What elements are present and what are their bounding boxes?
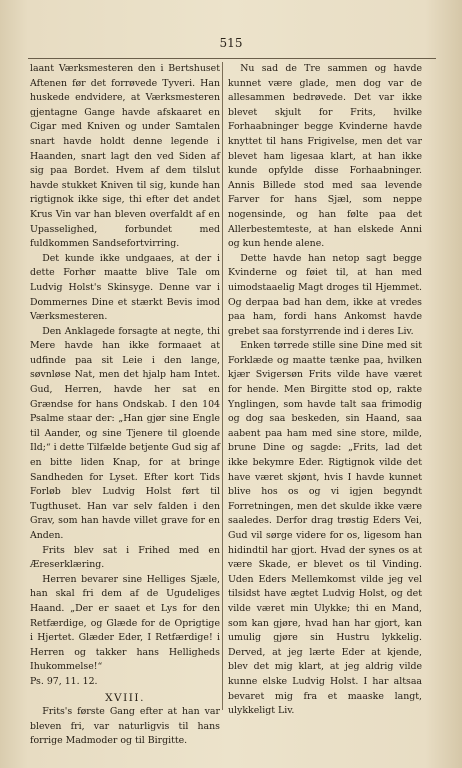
paragraph: Frits's første Gang efter at han var bleven fri, var naturligvis til hans forrige Madmoder og til Birgitte. [30,706,220,747]
right-column [228,62,422,719]
paragraph: Det kunde ikke undgaaes, at der i dette Forhør maatte blive Tale om Ludvig Holst's Skinsyge. Denne var i Dommernes Dine et stærkt Bevis imod Værksmesteren. [30,252,220,323]
paragraph: Den Anklagede forsagte at negte, thi Mere havde han ikke formaaet at udfinde paa sit Leie i den lange, søvnløse Nat, men det hjalp ham Intet. Gud, Herren, havde her sat en Grændse for hans Ondskab. I den 104 Psalme staar der: „Han gjør sine Engle til Aander, og sine Tjenere til gloende Ild;“ i dette Tilfælde betjente Gud sig af en bitte liden Knap, for at bringe Sandheden for Lyset. Efter kort Tids Forløb blev Ludvig Holst ført til Tugthuset. Han var selv falden i den Grav, som han havde villet grave for en Anden. [30,325,220,541]
paragraph: Frits blev sat i Frihed med en Æreserklæring. [30,544,220,571]
paragraph: Nu sad de Tre sammen og havde kunnet være glade, men dog var de allesammen bedrøvede. Det var ikke blevet skjult for Frits, hvilke Forhaabninger begge Kvinderne havde knyttet til hans Frigivelse, men det var blevet ham ligesaa klart, at han ikke kunde opfylde disse Forhaabninger. Annis Billede stod med saa levende Farver for hans Sjæl, som neppe nogensinde, og han følte paa det Allerbestemteste, at han elskede Anni og kun hende alene. [228,63,422,250]
chapter-heading: XVIII. [105,691,145,704]
paragraph: Herren bevarer sine Helliges Sjæle, han skal fri dem af de Ugudeliges Haand. „Der er saaet et Lys for den Retfærdige, og Glæde for de Oprigtige i Hjertet. Glæder Eder, I Retfærdige! i Herren og takker hans Helligheds Ihukommelse!“ [30,573,220,673]
paragraph: Enken tørrede stille sine Dine med sit Forklæde og maatte tænke paa, hvilken kjær Svigersøn Frits vilde have været for hende. Men Birgitte stod op, rakte Ynglingen, som havde talt saa frimodig og dog saa beskeden, sin Haand, saa aabent paa ham med sine store, milde, brune Dine og sagde: „Frits, lad det ikke bekymre Eder. Rigtignok vilde det have været skjønt, hvis I havde kunnet blive hos os og vi igjen begyndt Forretningen, men det skulde ikke være saaledes. Derfor drag trøstig Eders Vei, Gud vil sørge videre for os, ligesom han hidindtil har gjort. Hvad der synes os at være Skade, er blevet os til Vinding. Uden Eders Mellemkomst vilde jeg vel tilsidst have ægtet Ludvig Holst, og det vilde været min Ulykke; thi en Mand, som kan gjøre, hvad han har gjort, kan umulig gjøre sin Hustru lykkelig. Derved, at jeg lærte Eder at kjende, blev det mig klart, at jeg aldrig vilde kunne elske Ludvig Holst. I har altsaa bevaret mig fra et maaske langt, ulykkeligt Liv. [228,340,422,717]
left-column [30,62,220,749]
paragraph: laant Værksmesteren den i Bertshuset Aftenen før det forrøvede Tyveri. Han huskede endvidere, at Værksmesteren gjentagne Gange havde afskaaret en Cigar med Kniven og under Samtalen snart havde holdt denne legende i Haanden, snart lagt den ved Siden af sig paa Bordet. Hvem af dem tilslut havde stukket Kniven til sig, kunde han rigtignok ikke sige, thi efter det andet Krus Vin var han bleven overfaldt af en Upasselighed, forbundet med fuldkommen Sandsefortvirring. [30,63,220,250]
paragraph: Dette havde han netop sagt begge Kvinderne og føiet til, at han med uimodstaaelig Magt droges til Hjemmet. Og derpaa bad han dem, ikke at vredes paa ham, fordi hans Ankomst havde grebet saa forstyrrende ind i deres Liv. [228,252,422,337]
column-divider [222,62,223,710]
bible-reference: Ps. 97, 11. 12. [30,675,98,687]
header-rule [28,58,436,59]
page-number: 515 [219,36,243,50]
